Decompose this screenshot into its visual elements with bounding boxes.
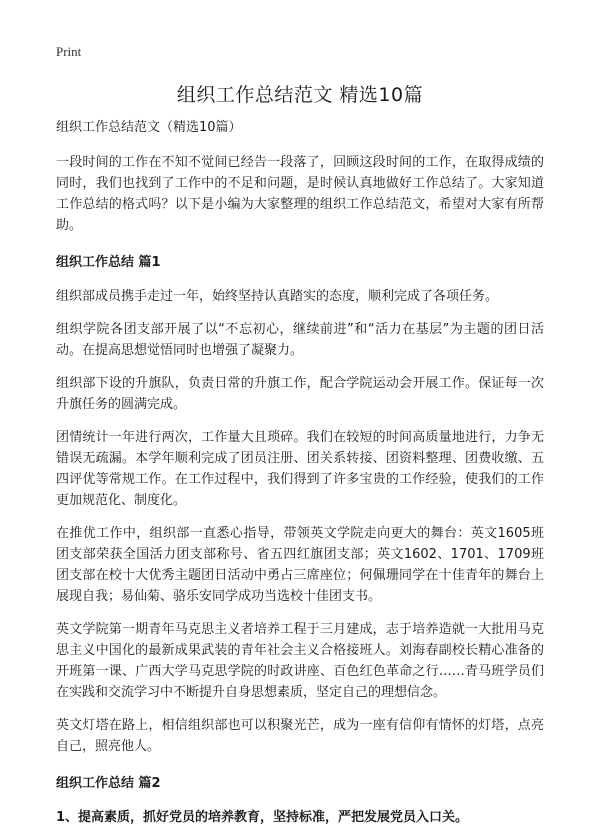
section1-paragraph: 团情统计一年进行两次，工作量大且琐碎。我们在较短的时间高质量地进行，力争无错误无疏漏。本学年顺利完成了团员注册、团关系转接、团资料整理、团费收缴、五四评优等常规工作。在工作过程中，我们得到了许多宝贵的工作经验，使我们的工作更加规范化、制度化。	[56, 430, 544, 508]
section1-paragraph: 组织部下设的升旗队，负责日常的升旗工作，配合学院运动会开展工作。保证每一次升旗任务的圆满完成。	[56, 376, 544, 412]
section1-paragraph: 英文灯塔在路上，相信组织部也可以积聚光芒，成为一座有信仰有情怀的灯塔，点亮自己，照亮他人。	[56, 718, 544, 754]
section-heading-1: 组织工作总结 篇1	[56, 255, 161, 270]
section1-paragraph: 在推优工作中，组织部一直悉心指导，带领英文学院走向更大的舞台：英文1605班团支部荣获全国活力团支部称号、省五四红旗团支部；英文1602、1701、1709班团支部在校十大优秀主题团日活动中勇占三席座位；何佩珊同学在十佳青年的舞台上展现自我；易仙菊、骆乐安同学成功当选校十佳团支书。	[56, 526, 544, 604]
section1-paragraph: 组织部成员携手走过一年，始终坚持认真踏实的态度，顺利完成了各项任务。	[56, 289, 499, 304]
section-heading-2: 组织工作总结 篇2	[56, 776, 161, 791]
document-content	[56, 118, 544, 828]
document-subtitle: 组织工作总结范文（精选10篇）	[56, 120, 242, 135]
section2-first-item: 1、提高素质，抓好党员的培养教育，坚持标准，严把发展党员入口关。	[56, 810, 469, 825]
section1-paragraph: 组织学院各团支部开展了以“不忘初心，继续前进”和“活力在基层”为主题的团日活动。在提高思想觉悟同时也增强了凝聚力。	[56, 322, 544, 358]
section1-paragraph: 英文学院第一期青年马克思主义者培养工程于三月建成，志于培养造就一大批用马克思主义中国化的最新成果武装的青年社会主义合格接班人。刘海春副校长精心准备的开班第一课、广西大学马克思学院的时政讲座、百色红色革命之行……青马班学员们在实践和交流学习中不断提升自身思想素质，坚定自己的理想信念。	[56, 622, 544, 700]
print-link[interactable]: Print	[56, 44, 82, 59]
page-title: 组织工作总结范文 精选10篇	[176, 84, 424, 106]
intro-paragraph: 一段时间的工作在不知不觉间已经告一段落了，回顾这段时间的工作，在取得成绩的同时，我们也找到了工作中的不足和问题，是时候认真地做好工作总结了。大家知道工作总结的格式吗？以下是小编为大家整理的组织工作总结范文，希望对大家有所帮助。	[56, 155, 544, 233]
